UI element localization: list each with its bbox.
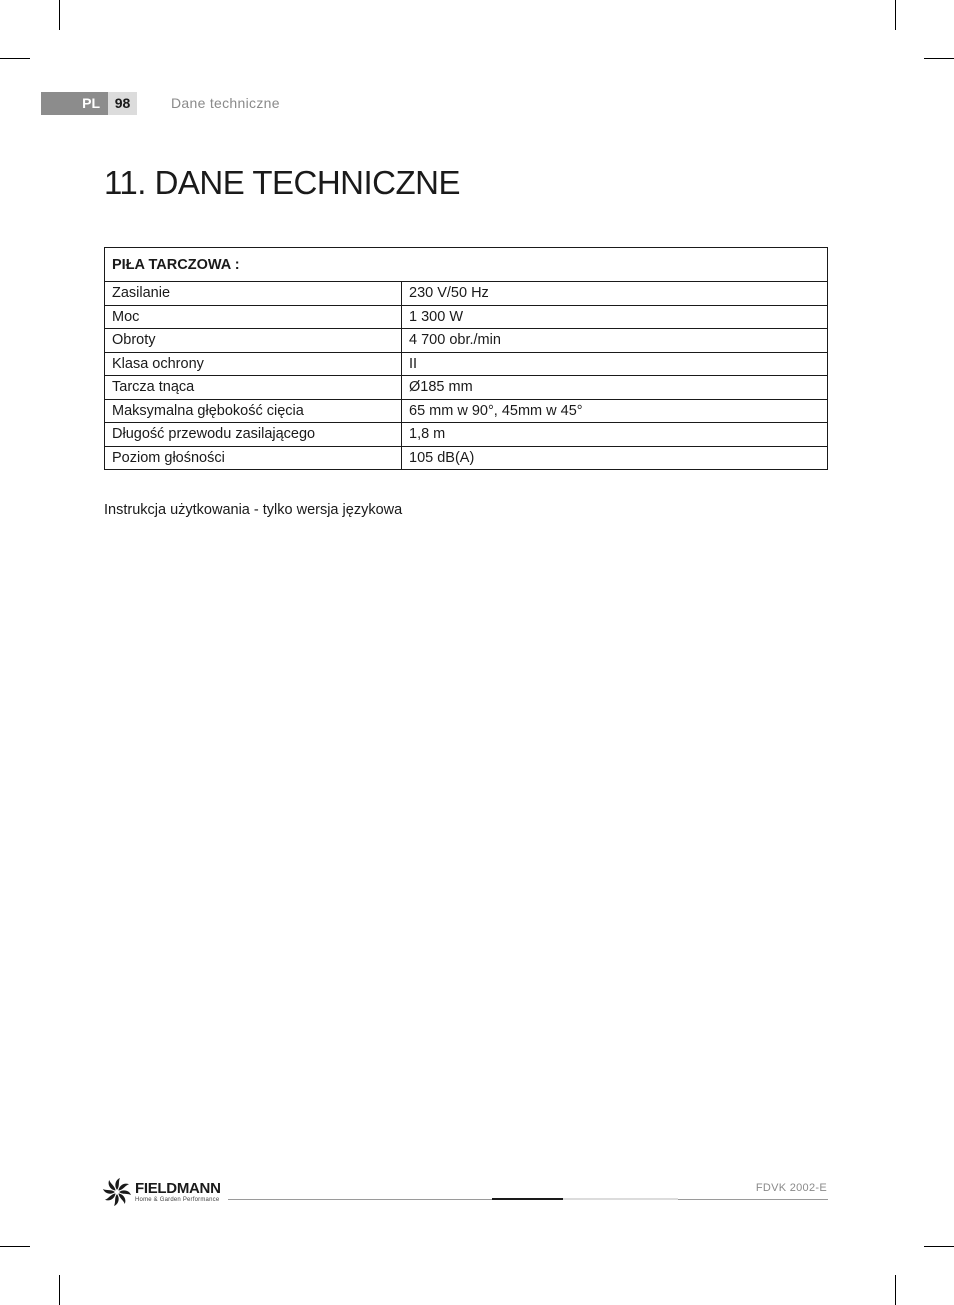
spec-label: Moc <box>105 305 402 329</box>
table-row <box>105 352 828 376</box>
spec-label: Klasa ochrony <box>105 352 402 376</box>
crop-mark <box>924 1246 954 1247</box>
table-row <box>105 446 828 470</box>
fan-logo-icon <box>103 1177 131 1207</box>
brand-logo <box>103 1177 221 1207</box>
language-note: Instrukcja użytkowania - tylko wersja językowa <box>104 502 403 518</box>
crop-mark <box>895 1275 896 1305</box>
table-heading-row <box>105 248 828 282</box>
language-tab: PL <box>41 92 108 115</box>
footer-divider <box>228 1199 492 1200</box>
crop-mark <box>59 0 60 30</box>
spec-label: Tarcza tnąca <box>105 376 402 400</box>
spec-value: 105 dB(A) <box>402 446 828 470</box>
spec-value: 1,8 m <box>402 423 828 447</box>
crop-mark <box>895 0 896 30</box>
page-title: 11. DANE TECHNICZNE <box>104 164 461 201</box>
table-heading: PIŁA TARCZOWA : <box>105 248 828 282</box>
spec-table <box>104 247 828 470</box>
spec-value: 65 mm w 90°, 45mm w 45° <box>402 399 828 423</box>
table-row <box>105 305 828 329</box>
section-header: Dane techniczne <box>171 95 280 111</box>
table-row <box>105 399 828 423</box>
spec-value: 4 700 obr./min <box>402 329 828 353</box>
spec-label: Obroty <box>105 329 402 353</box>
footer-divider <box>563 1198 678 1200</box>
spec-label: Długość przewodu zasilającego <box>105 423 402 447</box>
crop-mark <box>0 58 30 59</box>
crop-mark <box>924 58 954 59</box>
table-row <box>105 423 828 447</box>
spec-value: Ø185 mm <box>402 376 828 400</box>
spec-value: II <box>402 352 828 376</box>
model-number: FDVK 2002-E <box>755 1182 827 1194</box>
page-number: 98 <box>108 92 137 115</box>
spec-label: Maksymalna głębokość cięcia <box>105 399 402 423</box>
crop-mark <box>0 1246 30 1247</box>
footer-divider <box>492 1198 563 1200</box>
brand-name: FIELDMANN <box>135 1180 221 1197</box>
spec-value: 230 V/50 Hz <box>402 282 828 306</box>
table-row <box>105 376 828 400</box>
spec-label: Zasilanie <box>105 282 402 306</box>
brand-tagline: Home & Garden Performance <box>135 1197 220 1203</box>
spec-value: 1 300 W <box>402 305 828 329</box>
spec-label: Poziom głośności <box>105 446 402 470</box>
table-row <box>105 282 828 306</box>
crop-mark <box>59 1275 60 1305</box>
footer-divider <box>678 1199 828 1200</box>
table-row <box>105 329 828 353</box>
